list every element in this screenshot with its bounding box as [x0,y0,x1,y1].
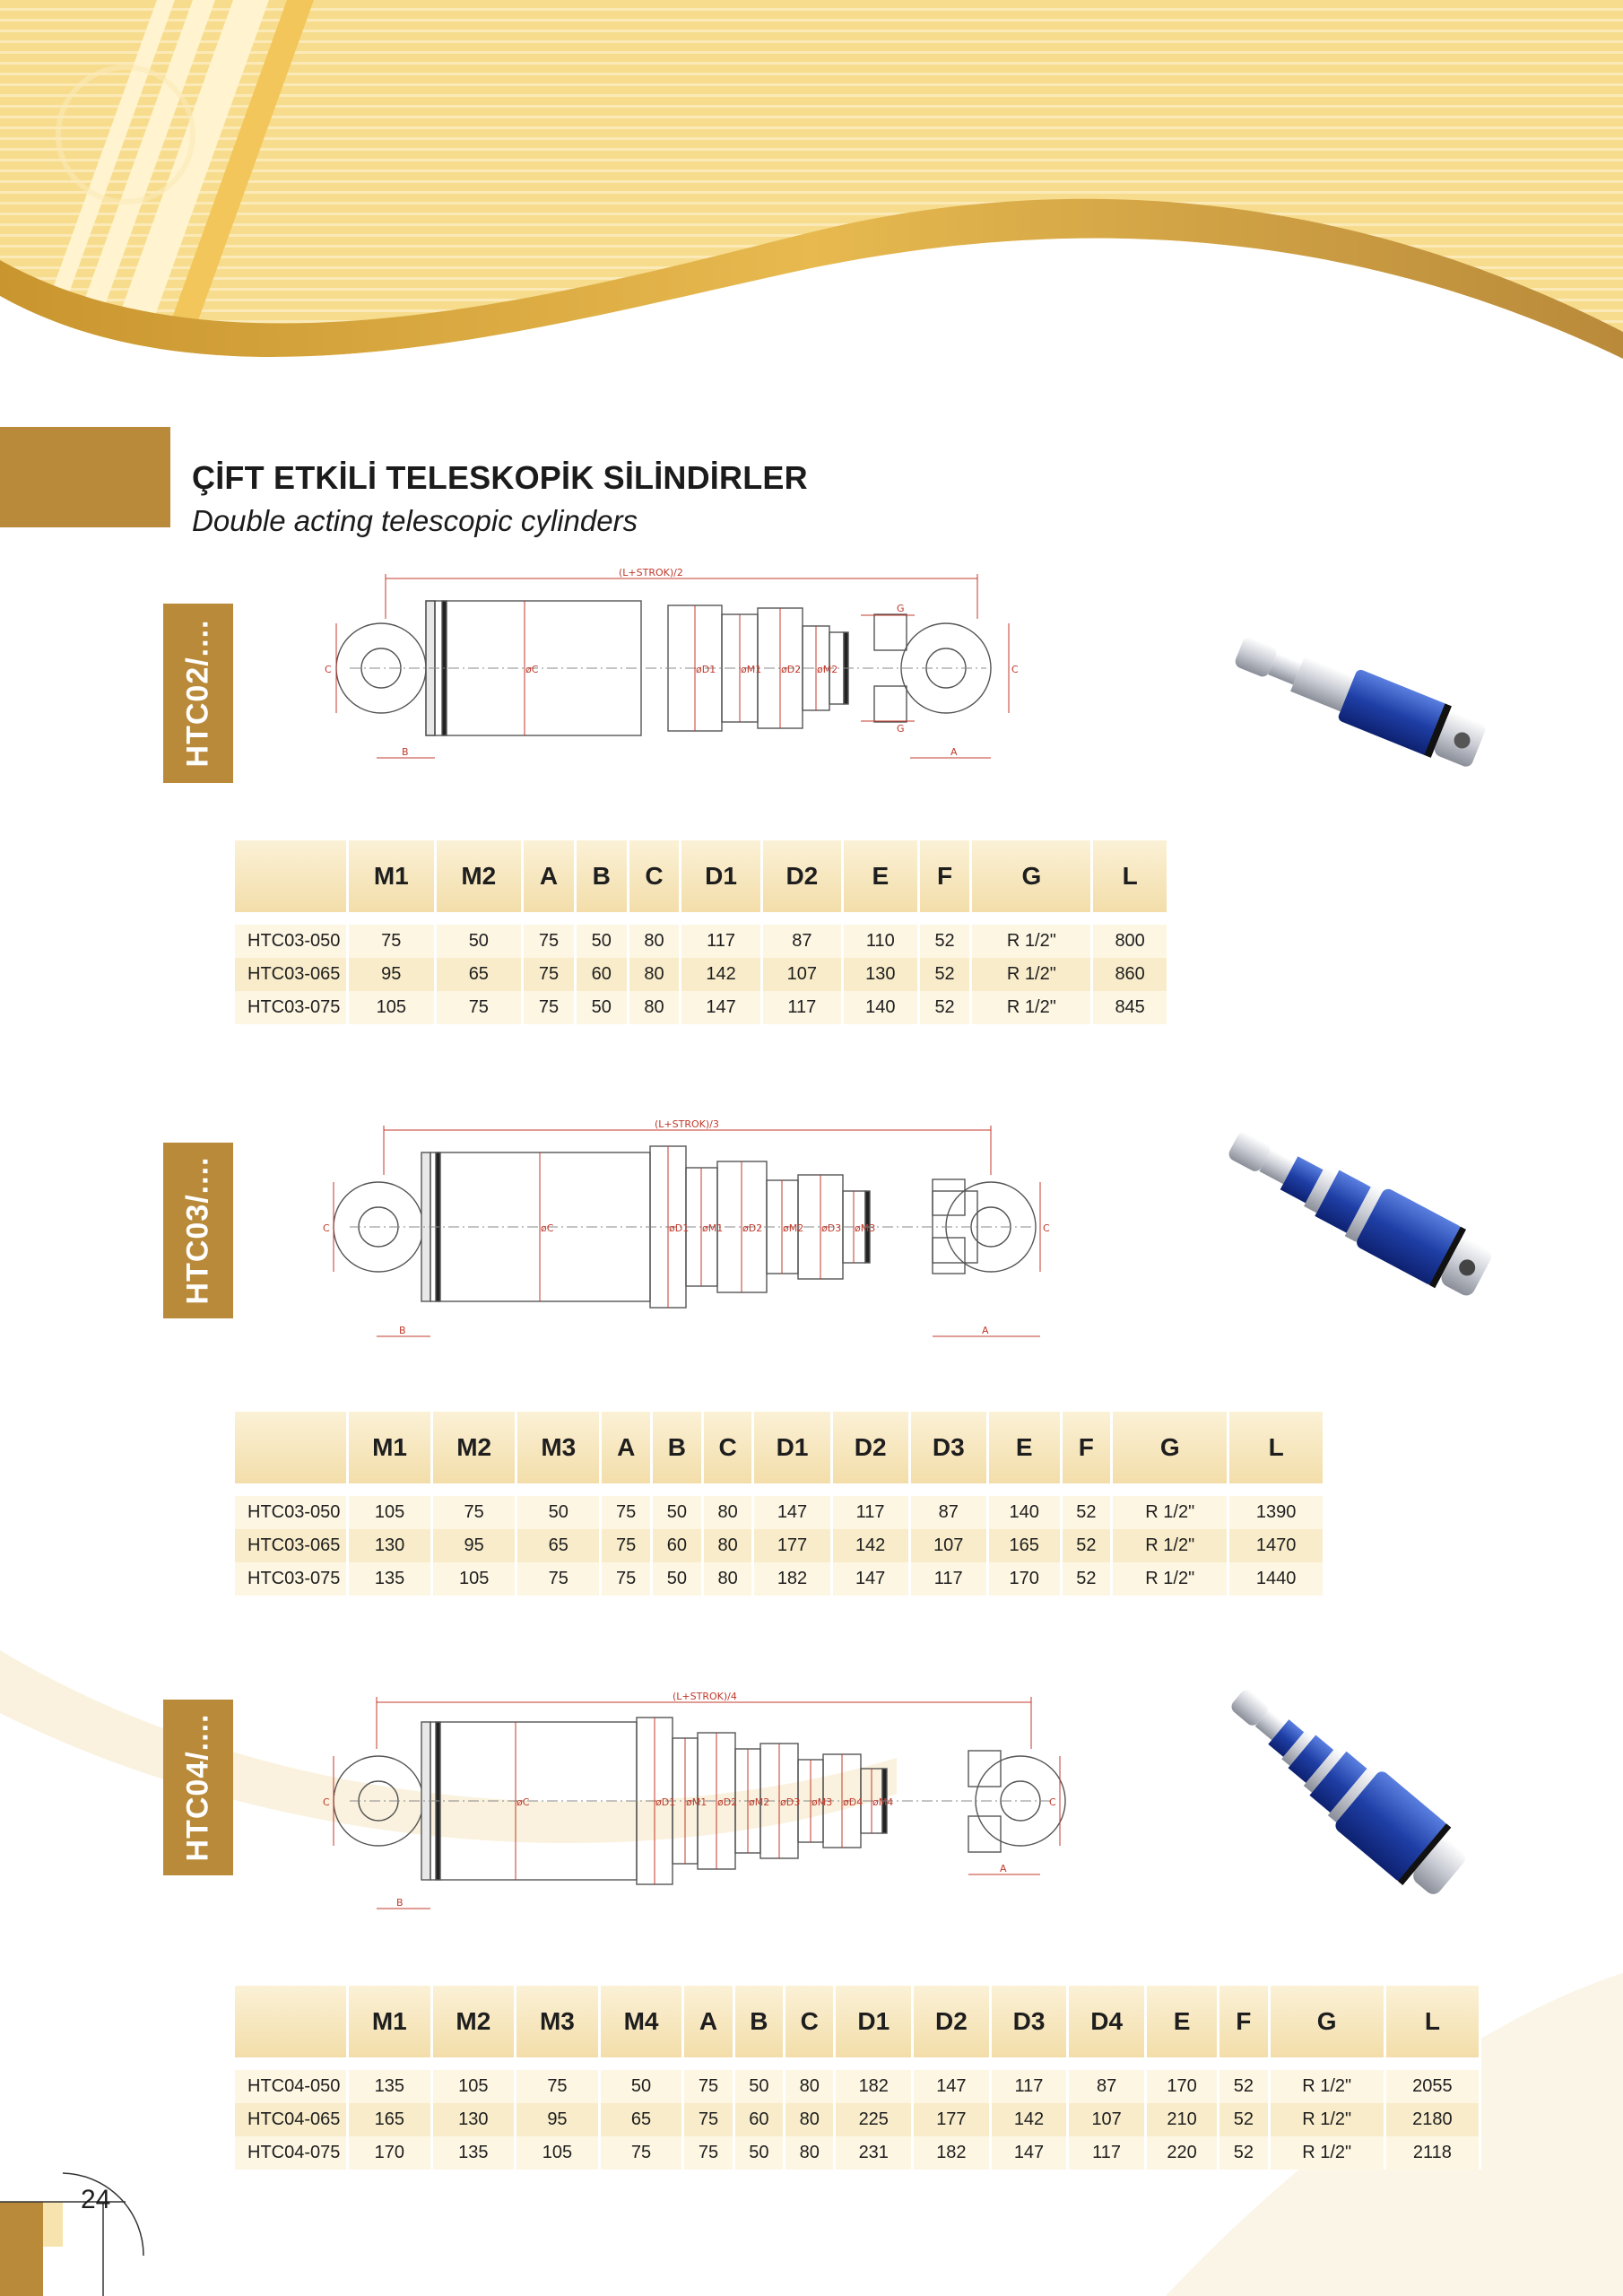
cell: R 1/2" [1269,2136,1384,2170]
dim-label: B [402,746,409,758]
page-title: ÇİFT ETKİLİ TELESKOPİK SİLİNDİRLER [192,459,808,496]
dim-label: øC [525,664,539,675]
col-header: L [1384,1986,1480,2057]
stroke-label: (L+STROK)/3 [655,1118,719,1130]
cell: 135 [348,2070,432,2103]
dim-label: C [323,1796,330,1808]
cell: 65 [516,1529,601,1562]
cell: HTC04-050 [235,2070,348,2103]
cell: 147 [753,1496,831,1529]
cell: 87 [761,925,842,958]
dim-label: øM2 [817,664,838,675]
dim-label: A [982,1325,989,1336]
cell: 140 [987,1496,1061,1529]
cell: 170 [348,2136,432,2170]
cell: 80 [785,2070,835,2103]
dim-label: øD2 [717,1796,738,1808]
table-row [235,2136,1480,2170]
col-header: D2 [831,1412,909,1483]
col-header: M2 [435,840,523,912]
page-number: 24 [81,2185,111,2214]
cell: 177 [913,2103,991,2136]
dim-label: øM1 [702,1222,724,1234]
cell: 50 [652,1562,703,1596]
dim-label: øD4 [843,1796,864,1808]
cell: 182 [835,2070,913,2103]
cylinder-photo-htc04 [1206,1677,1493,1910]
cell: 75 [601,1496,652,1529]
cell: 130 [431,2103,516,2136]
cylinder-photo-htc03 [1211,1126,1515,1305]
cell: 80 [702,1529,753,1562]
cell: 75 [683,2070,733,2103]
cell: 147 [913,2070,991,2103]
dim-label: øC [516,1796,530,1808]
cell: 95 [432,1529,516,1562]
col-header: C [628,840,681,912]
table-row [235,958,1168,991]
cell: R 1/2" [1112,1529,1228,1562]
cell: 75 [516,1562,601,1596]
table-row [235,1496,1324,1529]
cell: R 1/2" [971,958,1092,991]
cell: 80 [628,958,681,991]
cell: 65 [599,2103,683,2136]
cell: 80 [628,925,681,958]
side-tab-label: HTC02/.... [180,619,215,768]
cell: 50 [733,2070,784,2103]
dim-label: C [1011,664,1019,675]
cell: 135 [431,2136,516,2170]
col-header: F [1219,1986,1269,2057]
col-header: D2 [913,1986,991,2057]
cell: R 1/2" [1269,2070,1384,2103]
col-header: D2 [761,840,842,912]
cell: 87 [1068,2070,1146,2103]
dim-label: øM3 [812,1796,833,1808]
cell: 142 [831,1529,909,1562]
cell: 52 [1219,2070,1269,2103]
side-tab-htc02 [163,604,233,783]
cell: 2055 [1384,2070,1480,2103]
col-header: D3 [909,1412,987,1483]
cell: 105 [431,2070,516,2103]
cell: 107 [1068,2103,1146,2136]
table-row [235,991,1168,1024]
col-header: M1 [348,1986,432,2057]
cell: 860 [1092,958,1168,991]
cylinder-photo-htc02 [1219,628,1515,780]
col-header: D3 [990,1986,1068,2057]
cell: 231 [835,2136,913,2170]
cell: 95 [516,2103,600,2136]
cell: 75 [348,925,436,958]
side-tab-htc04 [163,1700,233,1875]
col-header: B [652,1412,703,1483]
cell: 105 [516,2136,600,2170]
cell: 1390 [1228,1496,1324,1529]
cell: 170 [1145,2070,1218,2103]
table-row [235,1529,1324,1562]
col-header: A [683,1986,733,2057]
cell: 75 [523,925,576,958]
cell: 75 [516,2070,600,2103]
cell: 117 [990,2070,1068,2103]
col-header: M1 [348,840,436,912]
cell: 52 [918,958,971,991]
col-header: M2 [431,1986,516,2057]
cell: 105 [348,991,436,1024]
dim-label: G [897,723,905,735]
cell: 87 [909,1496,987,1529]
dim-label: A [1000,1863,1007,1874]
cell: 105 [432,1562,516,1596]
cell: 182 [753,1562,831,1596]
col-header: A [523,840,576,912]
cell: 75 [601,1562,652,1596]
title-accent-block [0,427,170,527]
table-row [235,2103,1480,2136]
cell: 50 [652,1496,703,1529]
dim-label: øC [541,1222,554,1234]
col-header: M3 [516,1412,601,1483]
cell: HTC03-050 [235,1496,348,1529]
cell: 140 [843,991,919,1024]
cell: 182 [913,2136,991,2170]
cell: 75 [435,991,523,1024]
col-header: G [971,840,1092,912]
side-tab-label: HTC04/.... [180,1713,215,1862]
col-header: F [918,840,971,912]
cell: 1470 [1228,1529,1324,1562]
cell: 107 [761,958,842,991]
dim-label: øD1 [669,1222,690,1234]
cell: HTC04-075 [235,2136,348,2170]
page-subtitle: Double acting telescopic cylinders [192,504,638,537]
cell: 147 [831,1562,909,1596]
col-header: M2 [432,1412,516,1483]
spec-table-htc04 [235,1986,1481,2170]
cell: 95 [348,958,436,991]
stroke-label: (L+STROK)/2 [619,567,683,578]
cell: 130 [843,958,919,991]
cell: 60 [652,1529,703,1562]
side-tab-htc03 [163,1143,233,1318]
dim-label: C [323,1222,330,1234]
table-row [235,1562,1324,1596]
col-header: L [1092,840,1168,912]
dim-label: B [399,1325,406,1336]
cell: 75 [601,1529,652,1562]
col-header: L [1228,1412,1324,1483]
col-header: B [733,1986,784,2057]
col-header: D4 [1068,1986,1146,2057]
cell: 105 [348,1496,432,1529]
cell: HTC03-075 [235,991,348,1024]
dim-label: øD1 [655,1796,676,1808]
cell: 142 [990,2103,1068,2136]
header-wave-artwork [0,0,1623,413]
table-row [235,925,1168,958]
col-header: F [1061,1412,1112,1483]
dim-label: øM4 [872,1796,894,1808]
cell: 117 [909,1562,987,1596]
side-tab-label: HTC03/.... [180,1156,215,1305]
cell: 52 [1061,1562,1112,1596]
cell: 52 [918,925,971,958]
cell: 107 [909,1529,987,1562]
cell: R 1/2" [971,925,1092,958]
cell: 147 [681,991,761,1024]
cell: 110 [843,925,919,958]
cell: 50 [575,925,628,958]
cell: 80 [785,2136,835,2170]
cell: HTC03-065 [235,1529,348,1562]
col-header: E [1145,1986,1218,2057]
table-row [235,2070,1480,2103]
cell: 75 [683,2136,733,2170]
col-header: A [601,1412,652,1483]
stroke-label: (L+STROK)/4 [673,1691,737,1702]
cell: 65 [435,958,523,991]
col-header: C [785,1986,835,2057]
cell: 2118 [1384,2136,1480,2170]
cell: 117 [831,1496,909,1529]
dim-label: øM3 [855,1222,876,1234]
col-header: G [1269,1986,1384,2057]
col-header: D1 [681,840,761,912]
cell: 60 [733,2103,784,2136]
cell: 80 [785,2103,835,2136]
cell: 170 [987,1562,1061,1596]
spec-table-htc02 [235,840,1169,1024]
cell: 52 [1061,1496,1112,1529]
col-header: D1 [753,1412,831,1483]
cell: 52 [1219,2103,1269,2136]
dim-label: øM2 [749,1796,770,1808]
cell: 210 [1145,2103,1218,2136]
cell: 117 [681,925,761,958]
cell: 50 [435,925,523,958]
cell: 80 [628,991,681,1024]
cell: 50 [516,1496,601,1529]
cell: HTC03-050 [235,925,348,958]
dim-label: C [1049,1796,1056,1808]
cell: 75 [432,1496,516,1529]
col-header: M3 [516,1986,600,2057]
dim-label: øD2 [742,1222,763,1234]
page-corner-mark [0,2157,179,2296]
cell: HTC03-065 [235,958,348,991]
cell: 50 [733,2136,784,2170]
dim-label: øD3 [821,1222,842,1234]
col-header: G [1112,1412,1228,1483]
cell: 52 [918,991,971,1024]
cell: 52 [1061,1529,1112,1562]
col-header: E [987,1412,1061,1483]
dim-label: G [897,603,905,614]
cell: 220 [1145,2136,1218,2170]
dim-label: øD3 [780,1796,801,1808]
cell: 80 [702,1496,753,1529]
dim-label: B [396,1897,404,1909]
cell: R 1/2" [971,991,1092,1024]
col-header: M4 [599,1986,683,2057]
cell: 135 [348,1562,432,1596]
cell: 75 [683,2103,733,2136]
dim-label: øM1 [741,664,762,675]
dim-label: C [1043,1222,1050,1234]
technical-drawing-htc02 [323,565,1022,771]
cell: R 1/2" [1112,1562,1228,1596]
cell: 75 [523,991,576,1024]
technical-drawing-htc03 [323,1112,1058,1345]
dim-label: øD1 [696,664,716,675]
cell: 60 [575,958,628,991]
cell: 165 [987,1529,1061,1562]
cell: 80 [702,1562,753,1596]
cell: 2180 [1384,2103,1480,2136]
cell: 1440 [1228,1562,1324,1596]
cell: 117 [1068,2136,1146,2170]
cell: 50 [599,2070,683,2103]
cell: 147 [990,2136,1068,2170]
cell: HTC03-075 [235,1562,348,1596]
cell: 177 [753,1529,831,1562]
cell: 52 [1219,2136,1269,2170]
dim-label: øM2 [783,1222,804,1234]
cell: 50 [575,991,628,1024]
dim-label: øM1 [686,1796,707,1808]
cell: R 1/2" [1112,1496,1228,1529]
col-header: B [575,840,628,912]
spec-table-htc03 [235,1412,1325,1596]
col-header: M1 [348,1412,432,1483]
col-header: E [843,840,919,912]
cell: 845 [1092,991,1168,1024]
col-header: C [702,1412,753,1483]
cell: 75 [523,958,576,991]
cell: 75 [599,2136,683,2170]
dim-label: A [950,746,958,758]
cell: R 1/2" [1269,2103,1384,2136]
technical-drawing-htc04 [323,1686,1067,1919]
cell: HTC04-065 [235,2103,348,2136]
cell: 225 [835,2103,913,2136]
cell: 130 [348,1529,432,1562]
cell: 117 [761,991,842,1024]
cell: 165 [348,2103,432,2136]
cell: 800 [1092,925,1168,958]
dim-label: øD2 [781,664,802,675]
cell: 142 [681,958,761,991]
col-header: D1 [835,1986,913,2057]
dim-label: C [325,664,332,675]
